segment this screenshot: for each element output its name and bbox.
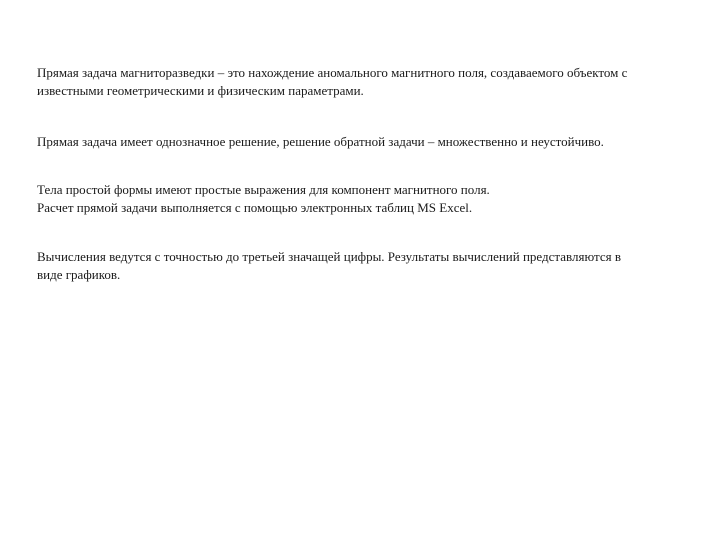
text-line: Прямая задача магниторазведки – это нахождение аномального магнитного поля, создаваемого объектом с (37, 65, 628, 80)
text-line: Тела простой формы имеют простые выражения для компонент магнитного поля. (37, 182, 490, 197)
paragraph-calculation-precision (37, 248, 687, 284)
text-line: Вычисления ведутся с точностью до третьей значащей цифры. Результаты вычислений представляются в (37, 249, 621, 264)
paragraph-direct-problem-definition (37, 64, 687, 100)
paragraph-simple-bodies (37, 181, 687, 217)
text-line: виде графиков. (37, 267, 121, 282)
paragraph-solution-uniqueness (37, 133, 687, 151)
text-line: Расчет прямой задачи выполняется с помощью электронных таблиц MS Excel. (37, 200, 473, 215)
text-line: Прямая задача имеет однозначное решение, решение обратной задачи – множественно и неустойчиво. (37, 134, 604, 149)
text-line: известными геометрическими и физическим параметрами. (37, 83, 364, 98)
